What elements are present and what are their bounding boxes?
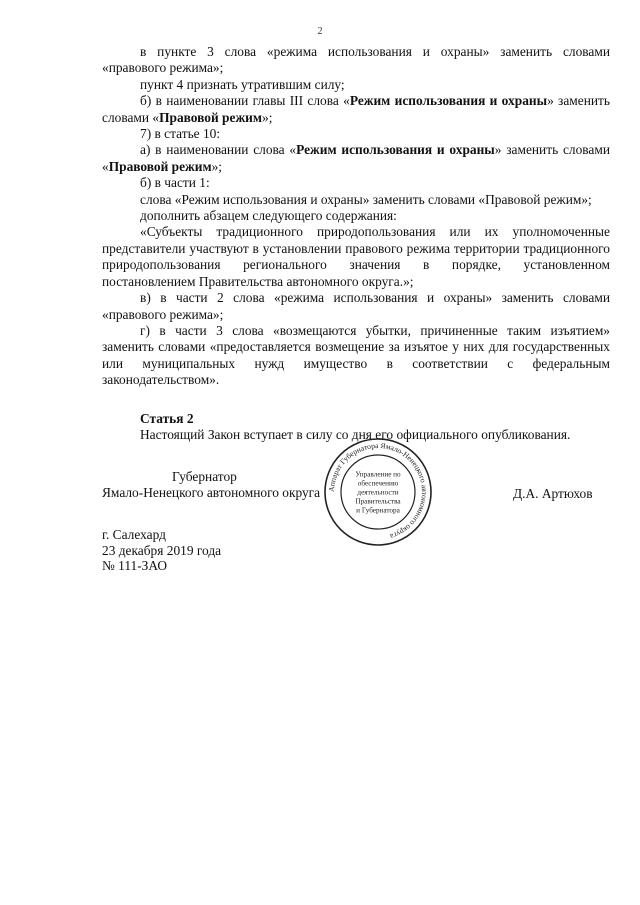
text-run: «Субъекты традиционного природопользования или их уполномоченные представители участвуют в установлении правового режима территории традиционного природопользования регионального значения в порядке, установленном постановлением Правительства автономного округа.»; xyxy=(102,224,610,289)
paragraph xyxy=(102,126,610,142)
paragraph xyxy=(102,93,610,126)
paragraph xyxy=(102,192,610,208)
text-run: б) в части 1: xyxy=(140,175,210,191)
paragraph xyxy=(102,290,610,323)
text-run: г) в части 3 слова «возмещаются убытки, причиненные таким изъятием» заменить словами «предоставляется возмещение за изъятое у них для государственных или муниципальных нужд имущество в соответствии с федеральным законодательством». xyxy=(102,322,610,388)
text-run: а) в наименовании слова « xyxy=(140,142,297,158)
law-body xyxy=(102,44,610,443)
paragraph xyxy=(102,175,610,191)
signature-position xyxy=(102,469,320,502)
text-run: »; xyxy=(211,158,223,174)
text-run: дополнить абзацем следующего содержания: xyxy=(140,208,397,224)
seal-center-line: деятельности xyxy=(357,488,399,497)
text-run: пункт 4 признать утратившим силу; xyxy=(140,76,345,92)
city: г. Салехард xyxy=(102,527,166,542)
text-run: в) в части 2 слова «режима использования и охраны» заменить словами «правового режима»; xyxy=(102,290,610,322)
text-run: »; xyxy=(262,109,273,125)
bold-phrase: Правовой режим xyxy=(159,109,262,125)
seal-ring-text: Аппарат Губернатора Ямало-Ненецкого автономного округа xyxy=(326,440,430,542)
text-run: в пункте 3 слова «режима использования и охраны» заменить словами «правового режима»; xyxy=(102,44,610,76)
bold-phrase: Режим использования и охраны xyxy=(349,93,548,109)
place-date-block xyxy=(102,527,221,574)
signature-title: Губернатор xyxy=(172,469,237,484)
paragraph xyxy=(102,208,610,224)
article-2-title: Статья 2 xyxy=(140,410,194,426)
signature-name: Д.А. Артюхов xyxy=(513,486,593,501)
text-run: 7) в статье 10: xyxy=(140,126,221,142)
bold-phrase: Режим использования и охраны xyxy=(296,142,495,158)
text-run: слова «Режим использования и охраны» заменить словами «Правовой режим»; xyxy=(140,191,592,207)
text-run: » заменить словами « xyxy=(102,93,611,125)
page-number: 2 xyxy=(317,26,323,37)
text-run: » заменить словами « xyxy=(102,142,611,174)
article-2-text: Настоящий Закон вступает в силу со дня его официального опубликования. xyxy=(140,426,571,442)
bold-phrase: Правовой режим xyxy=(108,158,212,174)
signing-date: 23 декабря 2019 года xyxy=(102,542,222,558)
paragraph xyxy=(102,77,610,93)
text-run: б) в наименовании главы III слова « xyxy=(140,93,350,109)
paragraph xyxy=(102,323,610,389)
paragraph xyxy=(102,44,610,77)
paragraph xyxy=(102,142,610,175)
official-seal xyxy=(323,437,433,547)
law-number: № 111-ЗАО xyxy=(102,558,168,574)
seal-center-line: Правительства xyxy=(355,497,401,506)
amendment-paragraphs xyxy=(102,44,610,389)
signature-region: Ямало-Ненецкого автономного округа xyxy=(102,485,321,501)
seal-center-line: Управление по xyxy=(355,470,401,479)
seal-center-line: обеспечению xyxy=(357,479,399,488)
paragraph xyxy=(102,224,610,290)
seal-center-line: и Губернатора xyxy=(356,506,400,515)
